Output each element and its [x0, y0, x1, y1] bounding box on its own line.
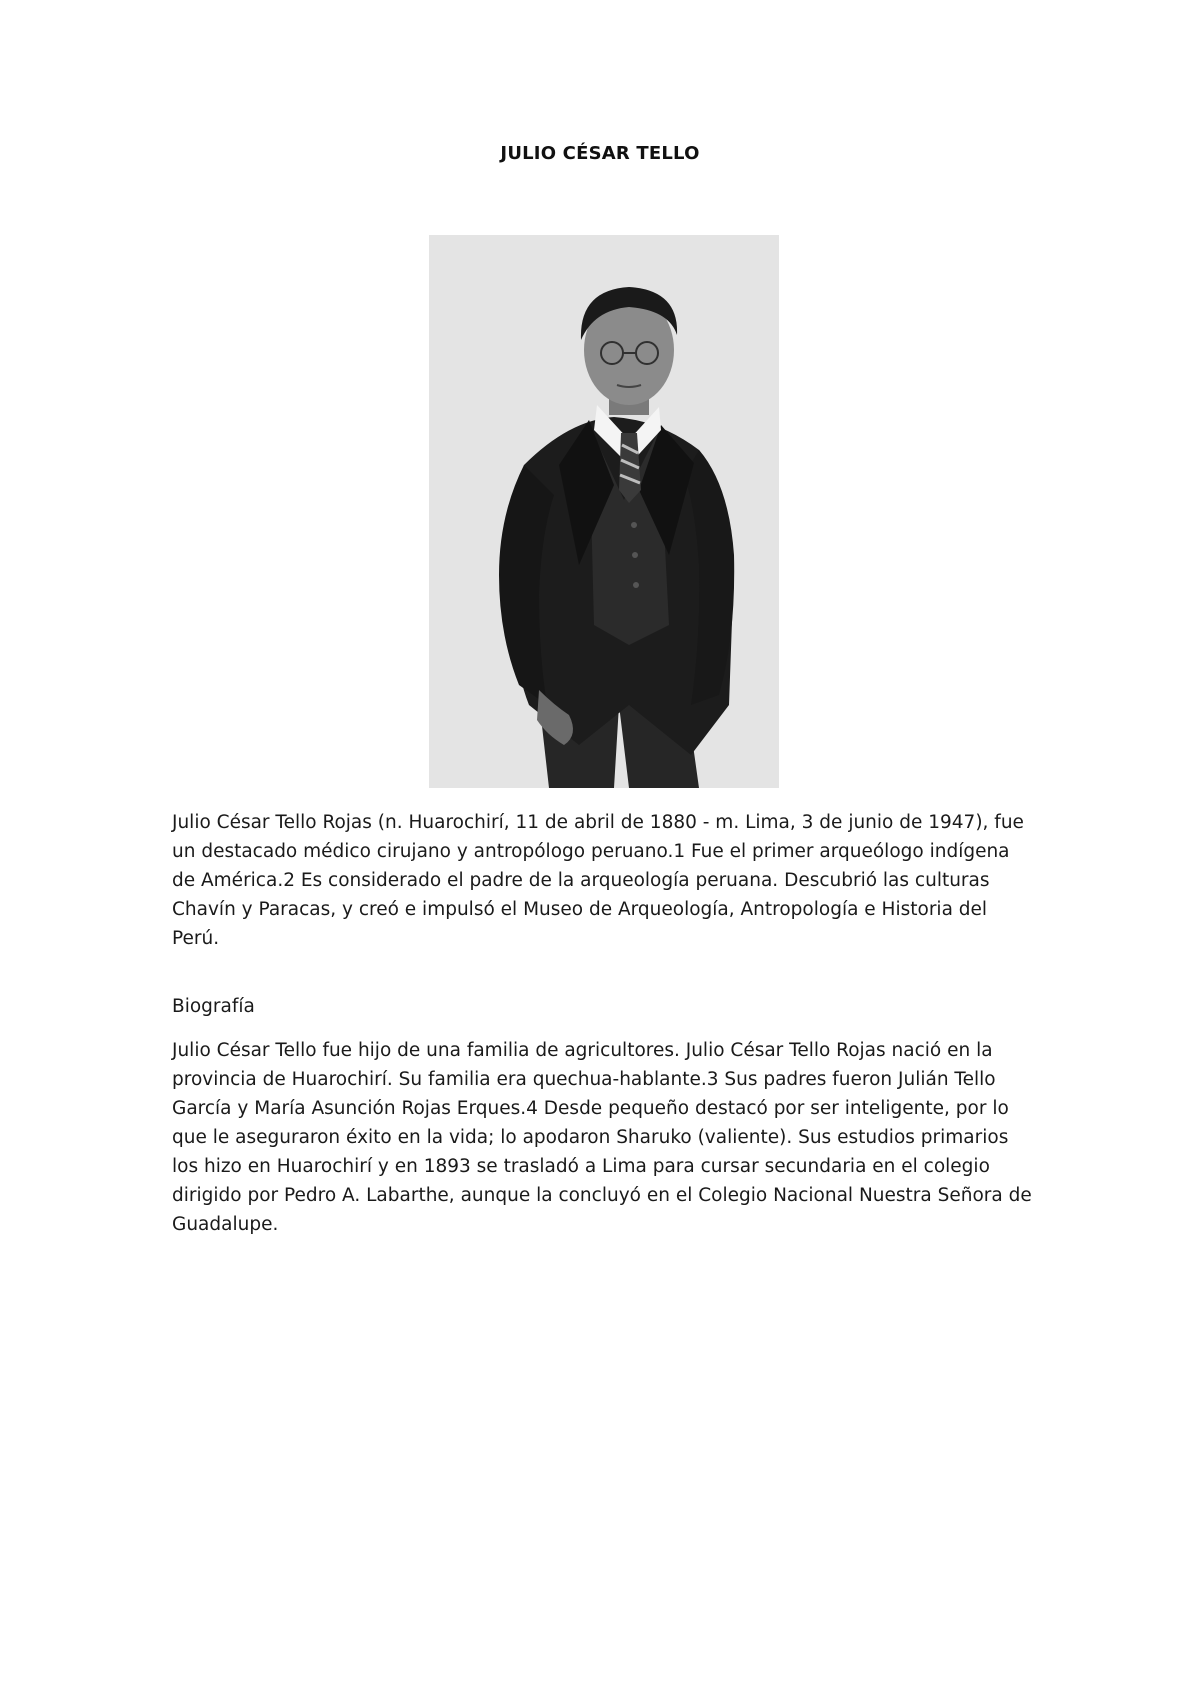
intro-paragraph: Julio César Tello Rojas (n. Huarochirí, 11 de abril de 1880 - m. Lima, 3 de junio de 1947), fue un destacado médico cirujano y antropólogo peruano.1 Fue el primer arqueólogo indígena de América.2 Es considerado el padre de la arqueología peruana. Descubrió las culturas Chavín y Paracas, y creó e impulsó el Museo de Arqueología, Antropología e Historia del Perú. — [172, 812, 1024, 949]
portrait-illustration — [429, 235, 779, 788]
section-heading: Biografía — [172, 996, 255, 1017]
biography-paragraph: Julio César Tello fue hijo de una familia de agricultores. Julio César Tello Rojas nació en la provincia de Huarochirí. Su familia era quechua-hablante.3 Sus padres fueron Julián Tello García y María Asunción Rojas Erques.4 Desde pequeño destacó por ser inteligente, por lo que le aseguraron éxito en la vida; lo apodaron Sharuko (valiente). Sus estudios primarios los hizo en Huarochirí y en 1893 se trasladó a Lima para cursar secundaria en el colegio dirigido por Pedro A. Labarthe, aunque la concluyó en el Colegio Nacional Nuestra Señora de Guadalupe. — [172, 1040, 1032, 1235]
portrait-photo — [429, 235, 779, 788]
document-title: JULIO CÉSAR TELLO — [500, 143, 700, 164]
